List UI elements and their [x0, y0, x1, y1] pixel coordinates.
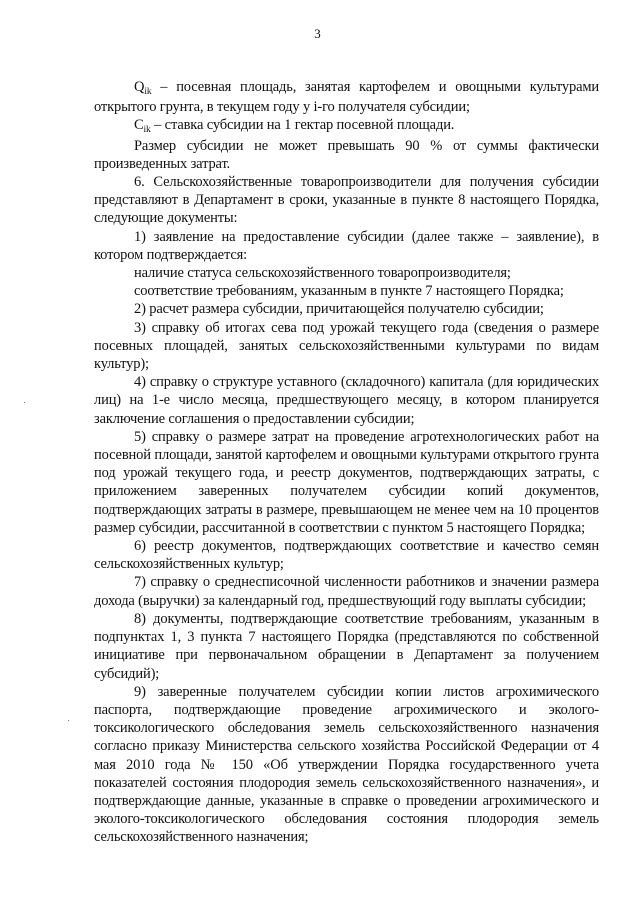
paragraph-item-6: 6. Сельскохозяйственные товаропроизводители для получения субсидии представляют в Департамент в сроки, указанные в пункте 8 настоящего Порядка, следующие документы: — [94, 174, 599, 227]
paragraph-sub-8: 8) документы, подтверждающие соответствие требованиям, указанным в подпунктах 1, 3 пункта 7 настоящего Порядка (представляются по собственной инициативе при первоначальном обращении в Департамент за получением субсидий); — [94, 610, 599, 682]
document-body — [94, 78, 599, 847]
paragraph-sub-5: 5) справку о размере затрат на проведение агротехнологических работ на посевной площади, занятой картофелем и овощными культурами открытого грунта под урожай текущего года, и реестр документов, подтверждающих затраты, с приложением заверенных получателем субсидии копий документов, подтверждающих затраты в размере, превышающем не менее чем на 10 процентов размер субсидии, рассчитанной в соответствии с пунктом 5 настоящего Порядка; — [94, 428, 599, 536]
paragraph-sub-4: 4) справку о структуре уставного (складочного) капитала (для юридических лиц) на 1-е число месяца, предшествующего месяцу, в котором планируется заключение соглашения о предоставлении субсидии; — [94, 374, 599, 427]
q-subscript: ik — [144, 87, 152, 97]
c-symbol: C — [134, 117, 144, 134]
paragraph-sub-6: 6) реестр документов, подтверждающих соответствие и качество семян сельскохозяйственных культур; — [94, 538, 599, 573]
q-symbol: Q — [134, 79, 145, 95]
scan-speck — [68, 720, 69, 721]
paragraph-status: наличие статуса сельскохозяйственного товаропроизводителя; — [134, 265, 511, 282]
paragraph-sub-2: 2) расчет размера субсидии, причитающейся получателю субсидии; — [134, 301, 544, 318]
paragraph-sub-1: 1) заявление на предоставление субсидии (далее также – заявление), в котором подтверждается: — [94, 228, 599, 263]
scan-speck — [24, 402, 25, 403]
c-subscript: ik — [143, 125, 151, 136]
c-definition-text: – ставка субсидии на 1 гектар посевной площади. — [150, 117, 455, 134]
paragraph-subsidy-limit: Размер субсидии не может превышать 90 % от суммы фактически произведенных затрат. — [94, 137, 599, 172]
paragraph-sub-9: 9) заверенные получателем субсидии копии листов агрохимического паспорта, подтверждающие проведение агрохимического и эколого-токсикологического обследования земель сельскохозяйственного назначения согласно приказу Министерства сельского хозяйства Российской Федерации от 4 мая 2010 года № 150 «Об утверждении Порядка государственного учета показателей состояния плодородия земель сельскохозяйственного назначения», и подтверждающие данные, указанные в справке о проведении агрохимического и эколого-токсикологического обследования состояния плодородия земель сельскохозяйственного назначения; — [94, 683, 599, 846]
paragraph-q-definition — [94, 78, 599, 116]
page-number: 3 — [314, 26, 321, 41]
paragraph-sub-3: 3) справку об итогах сева под урожай текущего года (сведения о размере посевных площадей, занятых сельскохозяйственными культурами по видам культур); — [94, 319, 599, 373]
paragraph-requirements: соответствие требованиям, указанным в пункте 7 настоящего Порядка; — [134, 283, 564, 300]
q-definition-text: – посевная площадь, занятая картофелем и овощными культурами открытого грунта, в текущем году у i-го получателя субсидии; — [94, 79, 599, 116]
paragraph-c-definition — [94, 116, 599, 136]
paragraph-sub-7: 7) справку о среднесписочной численности работников и значении размера дохода (выручки) за календарный год, предшествующий году выплаты субсидии; — [94, 574, 599, 609]
